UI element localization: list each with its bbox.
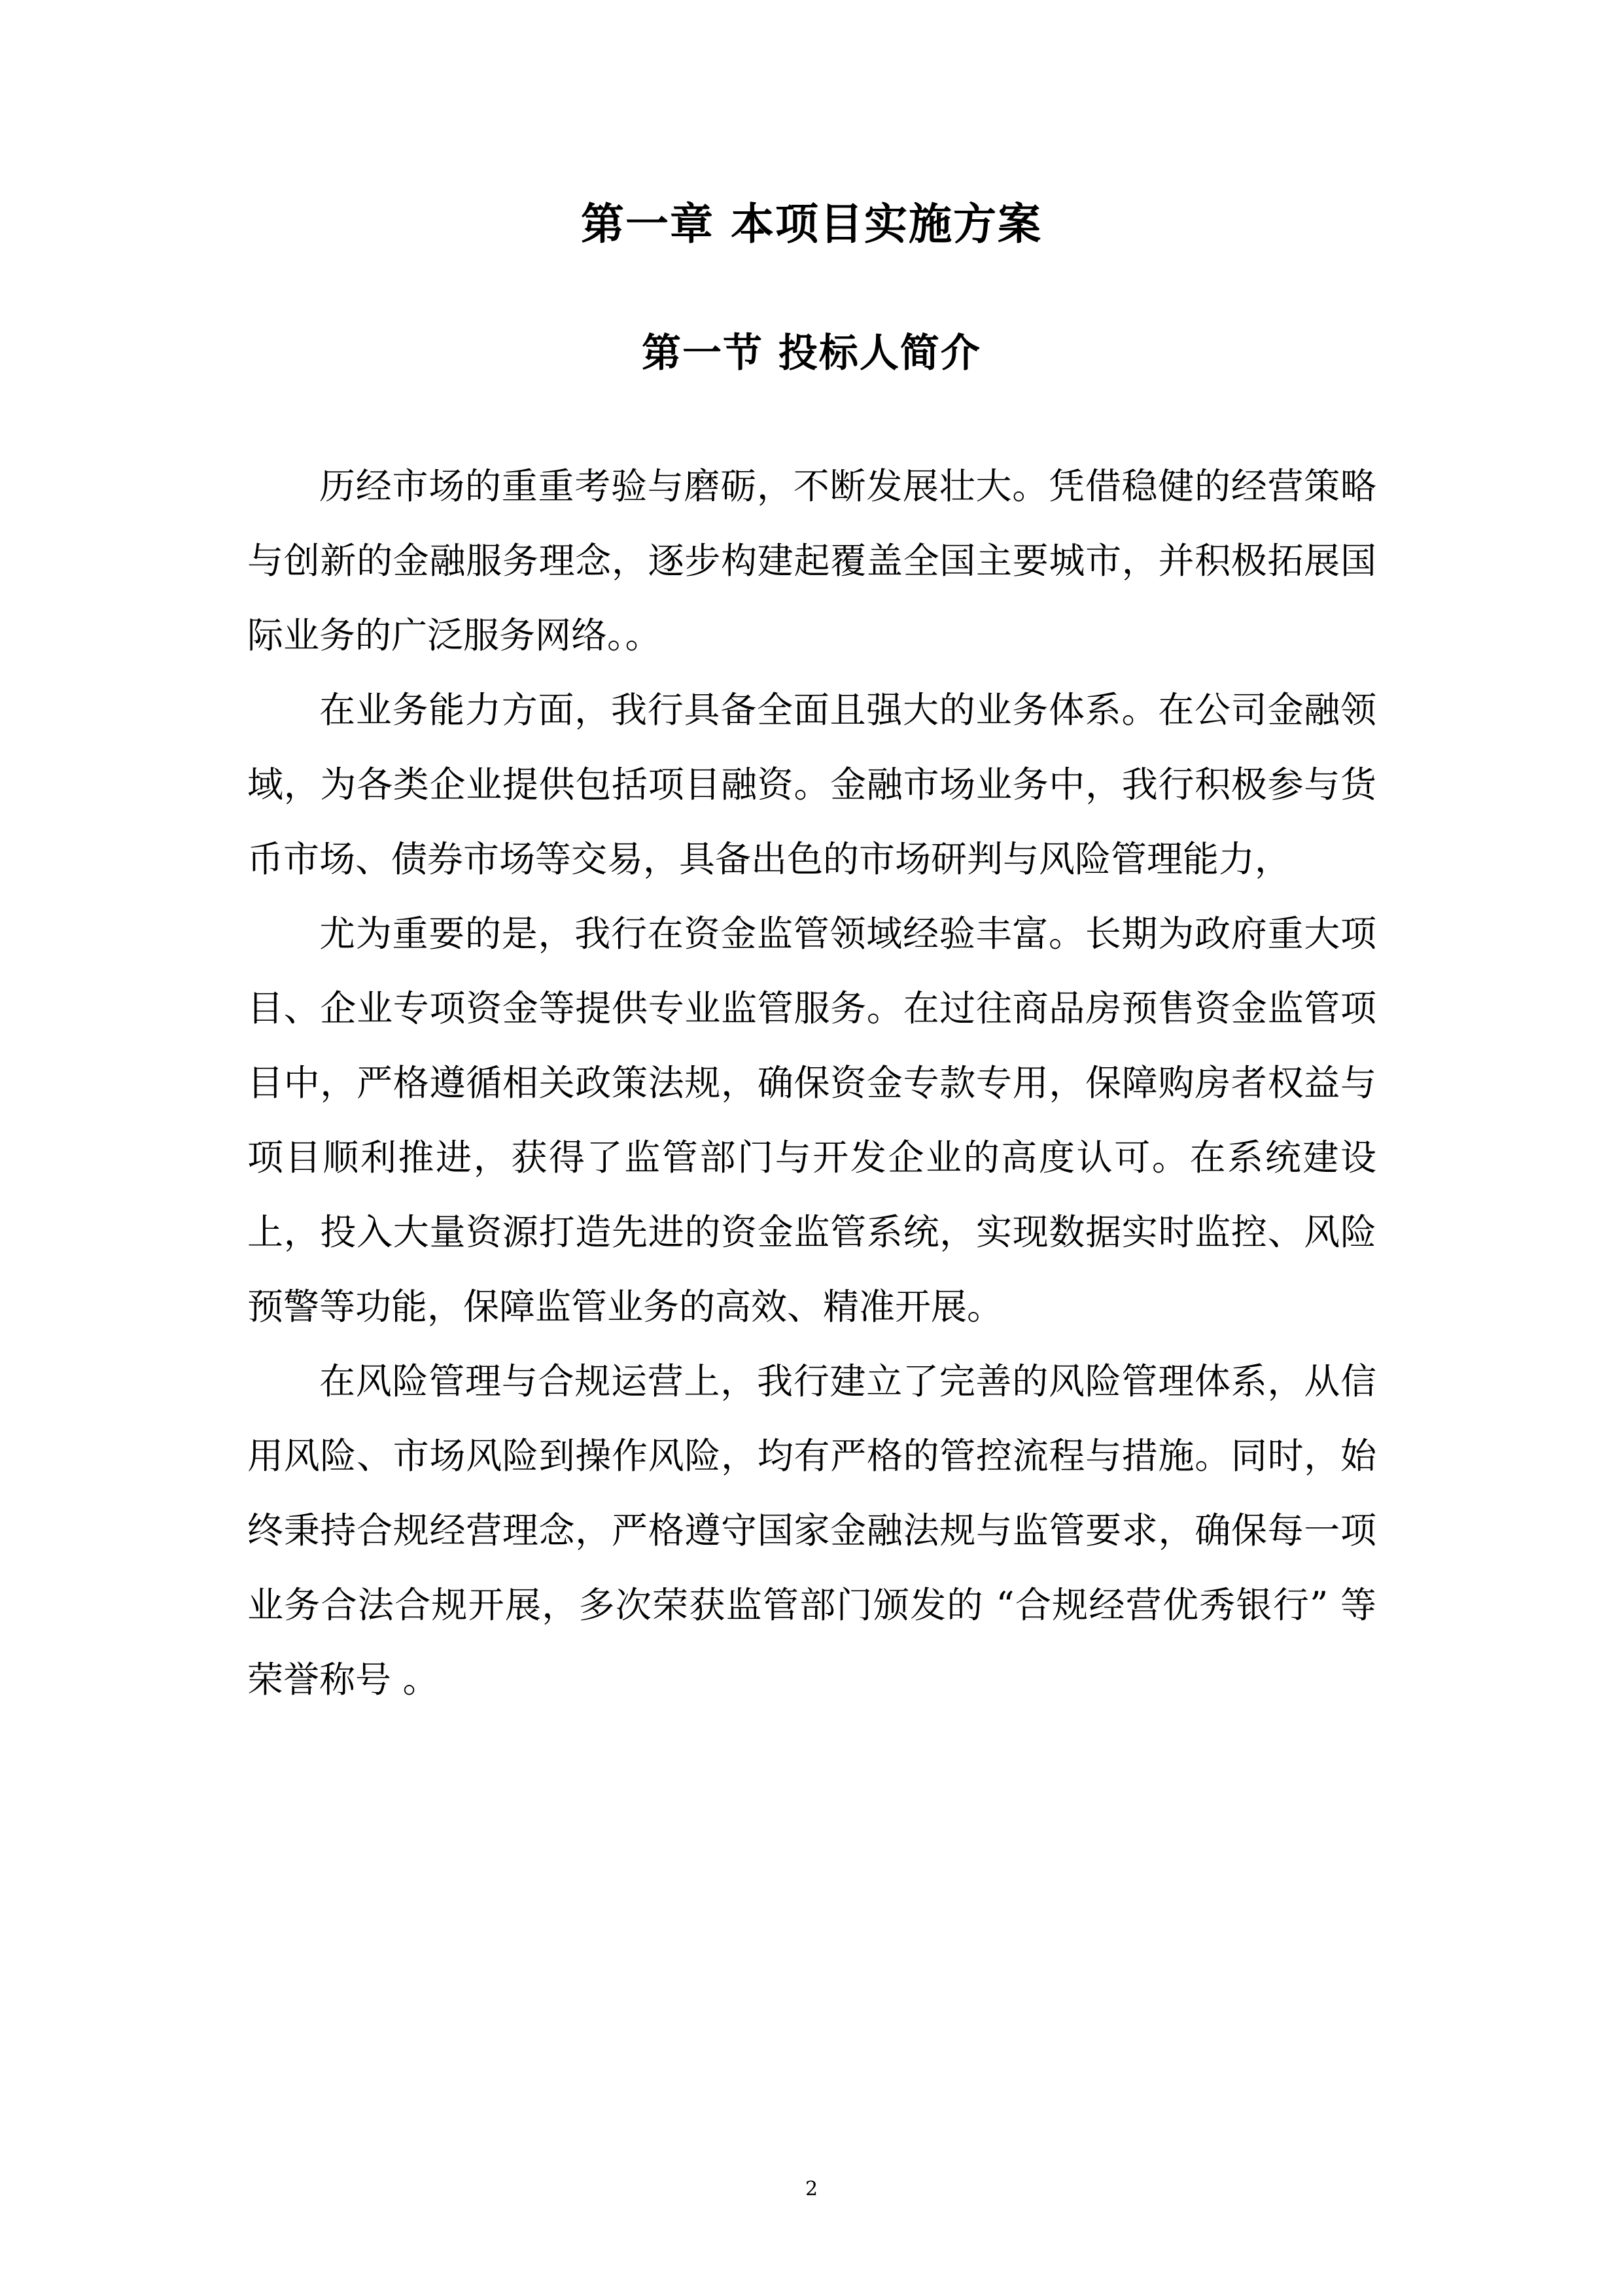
body-text [247, 449, 1376, 1717]
paragraph-company-overview: 历经市场的重重考验与磨砺，不断发展壮大。凭借稳健的经营策略与创新的金融服务理念，逐步构建起覆盖全国主要城市，并积极拓展国际业务的广泛服务网络。。 [247, 465, 1376, 656]
paragraph-risk-compliance: 在风险管理与合规运营上，我行建立了完善的风险管理体系，从信用风险、市场风险到操作风险，均有严格的管控流程与措施。同时，始终秉持合规经营理念，严格遵守国家金融法规与监管要求，确保每一项业务合法合规开展，多次荣获监管部门颁发的 “合规经营优秀银行” 等荣誉称号 。 [247, 1360, 1376, 1701]
paragraph-business-capability: 在业务能力方面，我行具备全面且强大的业务体系。在公司金融领域，为各类企业提供包括项目融资。金融市场业务中，我行积极参与货币市场、债券市场等交易，具备出色的市场研判与风险管理能力， [247, 689, 1376, 880]
section-title: 第一节 投标人简介 [642, 330, 981, 376]
chapter-title: 第一章 本项目实施方案 [581, 198, 1042, 249]
page-number: 2 [805, 2178, 818, 2200]
paragraph-fund-supervision: 尤为重要的是，我行在资金监管领域经验丰富。长期为政府重大项目、企业专项资金等提供专业监管服务。在过往商品房预售资金监管项目中，严格遵循相关政策法规，确保资金专款专用，保障购房者权益与项目顺利推进，获得了监管部门与开发企业的高度认可。在系统建设上，投入大量资源打造先进的资金监管系统，实现数据实时监控、风险预警等功能，保障监管业务的高效、精准开展。 [247, 913, 1376, 1328]
